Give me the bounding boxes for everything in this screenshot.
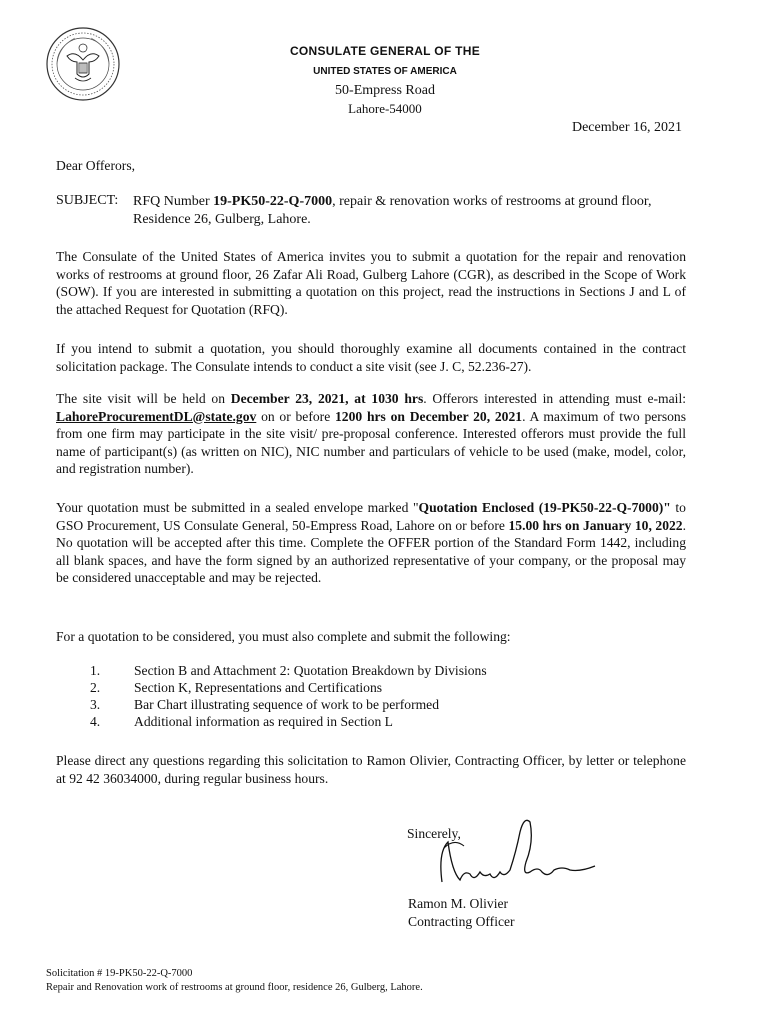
rfq-number: 19-PK50-22-Q-7000	[213, 194, 333, 209]
greeting: Dear Offerors,	[56, 158, 136, 173]
paragraph-invitation: The Consulate of the United States of America invites you to submit a quotation for the repair and renovation works of restrooms at ground floor, 26 Zafar Ali Road, Gulberg Lahore (CGR), as described in the Scope of Work (SOW). If you are interested in submitting a quotation on this project, read the instructions in Sections J and L of the attached Request for Quotation (RFQ).	[56, 249, 686, 317]
footer-solicitation-number: Solicitation # 19-PK50-22-Q-7000	[46, 968, 193, 979]
paragraph-examine-documents: If you intend to submit a quotation, you should thoroughly examine all documents contained in the contract solicitation package. The Consulate intends to conduct a site visit (see J. C, 52.236-27).	[56, 341, 686, 374]
list-item: 3. Bar Chart illustrating sequence of work to be performed	[90, 697, 440, 712]
paragraph-requirements-intro: For a quotation to be considered, you must also complete and submit the following:	[56, 629, 511, 644]
subject-text: RFQ Number 19-PK50-22-Q-7000, repair & renovation works of restrooms at ground floor, Residence 26, Gulberg, Lahore.	[133, 194, 652, 227]
signer-name: Ramon M. Olivier	[408, 896, 509, 911]
header-address-street: 50-Empress Road	[335, 83, 435, 98]
list-item: 1. Section B and Attachment 2: Quotation Breakdown by Divisions	[90, 663, 487, 678]
paragraph-site-visit: The site visit will be held on December 23, 2021, at 1030 hrs. Offerors interested in attending must e-mail: LahoreProcurementDL@state.gov on or before 1200 hrs on December 20, 2021. A maximum of two persons from one firm may participate in the site visit/ pre-proposal conference. Interested offerors must provide the full name of participant(s) (as written on NIC), NIC number and particulars of vehicle to be used (make, model, color, and registration number).	[56, 391, 686, 476]
requirements-list	[56, 662, 487, 730]
procurement-email-link[interactable]: LahoreProcurementDL@state.gov	[56, 408, 257, 424]
signer-title: Contracting Officer	[408, 914, 515, 929]
header-line-2: UNITED STATES OF AMERICA	[313, 66, 457, 77]
list-item: 2. Section K, Representations and Certifications	[90, 680, 383, 695]
subject-label: SUBJECT:	[56, 193, 119, 208]
handwritten-signature	[430, 812, 605, 892]
paragraph-questions: Please direct any questions regarding this solicitation to Ramon Olivier, Contracting Officer, by letter or telephone at 92 42 36034000, during regular business hours.	[56, 753, 686, 786]
header-line-1: CONSULATE GENERAL OF THE	[289, 44, 481, 58]
list-item: 4. Additional information as required in Section L	[90, 714, 393, 729]
paragraph-submission: Your quotation must be submitted in a sealed envelope marked "Quotation Enclosed (19-PK50-22-Q-7000)" to GSO Procurement, US Consulate General, 50-Empress Road, Lahore on or before 15.00 hrs on January 10, 2022. No quotation will be accepted after this time. Complete the OFFER portion of the Standard Form 1442, including all blank spaces, and have the form signed by an authorized representative of your company, or the proposal may be considered unacceptable and may be rejected.	[56, 500, 686, 585]
closing: Sincerely,	[407, 826, 461, 841]
letter-date: December 16, 2021	[571, 120, 682, 135]
header-address-city: Lahore-54000	[348, 101, 422, 116]
footer-description: Repair and Renovation work of restrooms at ground floor, residence 26, Gulberg, Lahore.	[46, 982, 423, 993]
